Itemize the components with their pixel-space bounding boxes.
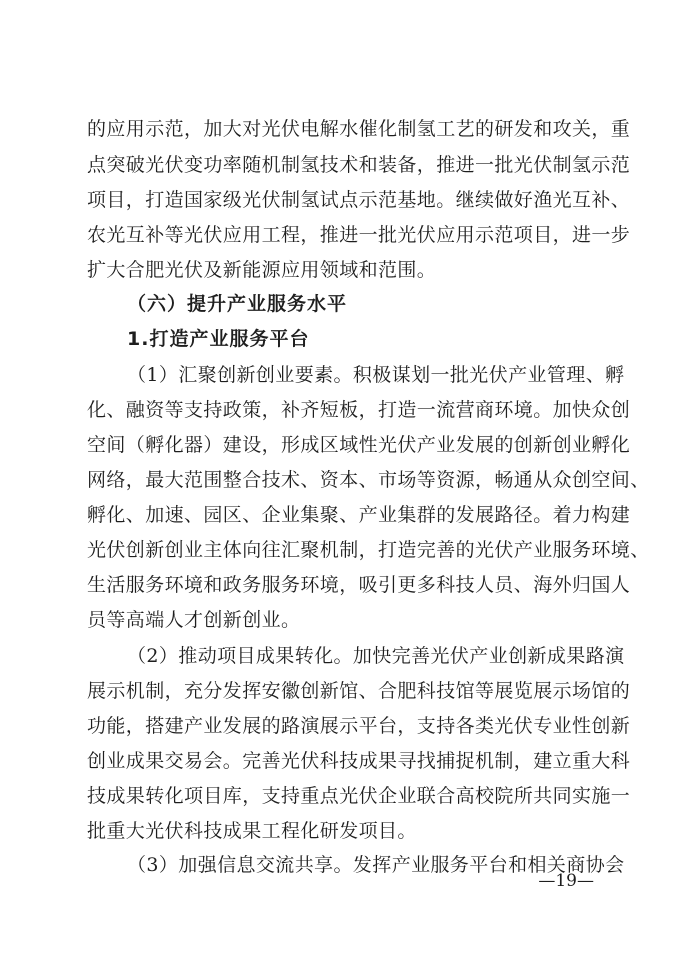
body-text-line: 功能，搭建产业发展的路演展示平台，支持各类光伏专业性创新 — [87, 715, 631, 737]
body-text-line: 展示机制，充分发挥安徽创新馆、合肥科技馆等展览展示场馆的 — [87, 680, 631, 702]
body-text-line: 生活服务环境和政务服务环境，吸引更多科技人员、海外归国人 — [87, 574, 631, 596]
body-text-line: 技成果转化项目库，支持重点光伏企业联合高校院所共同实施一 — [87, 785, 631, 807]
body-text-line: 孵化、加速、园区、企业集聚、产业集群的发展路径。着力构建 — [87, 504, 631, 526]
body-text-line: 农光互补等光伏应用工程，推进一批光伏应用示范项目，进一步 — [87, 224, 631, 246]
body-text-line: 项目，打造国家级光伏制氢试点示范基地。继续做好渔光互补、 — [87, 189, 631, 211]
body-text-line: 光伏创新创业主体向往汇聚机制，打造完善的光伏产业服务环境、 — [87, 539, 650, 561]
body-text-line: 创业成果交易会。完善光伏科技成果寻找捕捉机制，建立重大科 — [87, 750, 631, 772]
subsection-heading: 1.打造产业服务平台 — [127, 328, 310, 350]
body-text-line: 批重大光伏科技成果工程化研发项目。 — [87, 820, 417, 842]
section-heading: （六）提升产业服务水平 — [127, 293, 348, 315]
body-text-line: 化、融资等支持政策，补齐短板，打造一流营商环境。加快众创 — [87, 399, 631, 421]
body-text-line: 的应用示范，加大对光伏电解水催化制氢工艺的研发和攻关，重 — [87, 118, 631, 140]
body-text-line: （2）推动项目成果转化。加快完善光伏产业创新成果路演 — [127, 645, 625, 667]
body-text-line: 点突破光伏变功率随机制氢技术和装备，推进一批光伏制氢示范 — [87, 154, 631, 176]
page-number: —19— — [538, 871, 594, 891]
body-text-line: 员等高端人才创新创业。 — [87, 609, 301, 631]
body-text-line: （1）汇聚创新创业要素。积极谋划一批光伏产业管理、孵 — [127, 364, 625, 386]
body-text-line: 网络，最大范围整合技术、资本、市场等资源，畅通从众创空间、 — [87, 469, 650, 491]
body-text-line: （3）加强信息交流共享。发挥产业服务平台和相关商协会 — [127, 854, 625, 876]
body-text-line: 空间（孵化器）建设，形成区域性光伏产业发展的创新创业孵化 — [87, 434, 631, 456]
body-text-line: 扩大合肥光伏及新能源应用领域和范围。 — [87, 259, 437, 281]
